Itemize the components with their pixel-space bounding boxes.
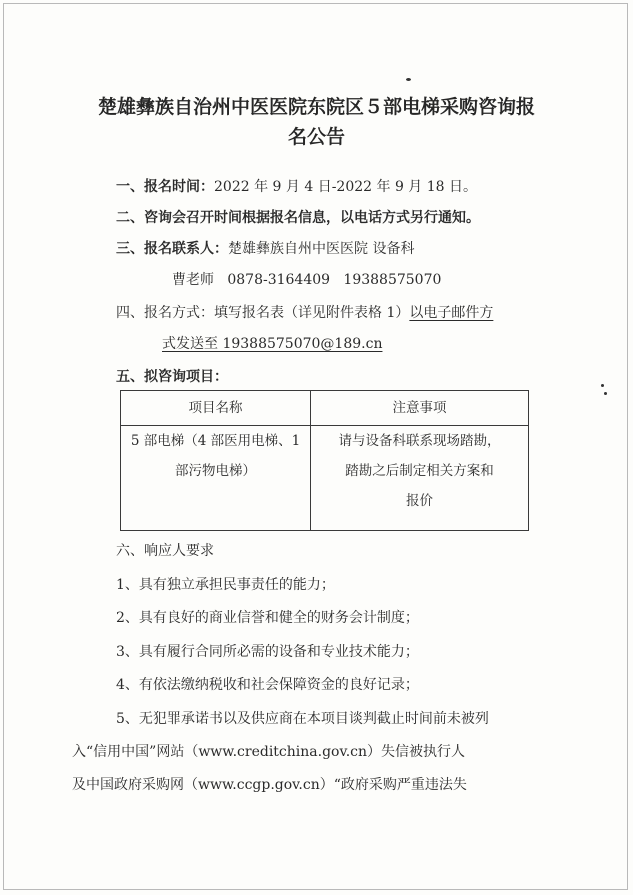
table-row xyxy=(121,426,529,531)
contact-label: 三、报名联系人： xyxy=(116,241,228,257)
requirement-2: 2、具有良好的商业信誉和健全的财务会计制度； xyxy=(116,610,419,626)
header-project-name: 项目名称 xyxy=(121,391,311,426)
item-contact xyxy=(116,238,414,258)
contact-phone-line: 曹老师 0878-3164409 19388575070 xyxy=(172,272,442,288)
requirement-4: 4、有依法缴纳税收和社会保障资金的良好记录； xyxy=(116,677,419,693)
requirement-5-line1: 5、无犯罪承诺书以及供应商在本项目谈判截止时间前未被列 xyxy=(116,711,489,727)
registration-time-label: 一、报名时间： xyxy=(116,179,214,195)
notes-line: 报价 xyxy=(406,493,433,509)
scan-speck xyxy=(406,78,411,81)
item-projects-label: 五、拟咨询项目： xyxy=(116,369,228,385)
project-table xyxy=(120,390,529,531)
email-instruction-part2: 式发送至 19388575070@189.cn xyxy=(162,336,383,352)
document-title-line2: 名公告 xyxy=(287,126,345,148)
item-registration-time xyxy=(116,176,477,196)
requirement-1: 1、具有独立承担民事责任的能力； xyxy=(116,577,335,593)
cell-notes xyxy=(311,426,529,531)
requirement-5-line2: 入“信用中国”网站（www.creditchina.gov.cn）失信被执行人 xyxy=(72,744,466,760)
header-notes: 注意事项 xyxy=(311,391,529,426)
project-name-line: 部污物电梯） xyxy=(175,463,256,479)
email-instruction-part1: 以电子邮件方 xyxy=(409,305,494,321)
notes-line: 踏勘之后制定相关方案和 xyxy=(345,463,494,479)
scan-speck xyxy=(601,384,604,387)
requirement-3: 3、具有履行合同所必需的设备和专业技术能力； xyxy=(116,644,419,660)
item-consultation-notice: 二、咨询会召开时间根据报名信息，以电话方式另行通知。 xyxy=(116,210,480,226)
registration-method-text: 四、报名方式：填写报名表（详见附件表格 1） xyxy=(116,305,410,321)
scan-speck xyxy=(604,392,607,395)
item-registration-method xyxy=(116,302,493,322)
project-name-line: 5 部电梯（4 部医用电梯、1 xyxy=(130,433,301,449)
table-header-row xyxy=(121,391,529,426)
contact-department: 楚雄彝族自州中医医院 设备科 xyxy=(228,241,415,257)
cell-project-name xyxy=(121,426,311,531)
document-title-line1: 楚雄彝族自治州中医医院东院区５部电梯采购咨询报 xyxy=(97,96,535,118)
registration-time-value: 2022 年 9 月 4 日-2022 年 9 月 18 日。 xyxy=(214,179,478,195)
requirement-5-line3: 及中国政府采购网（www.ccgp.gov.cn）“政府采购严重违法失 xyxy=(72,777,467,793)
item-requirements-heading: 六、响应人要求 xyxy=(116,543,214,559)
notes-line: 请与设备科联系现场踏勘， xyxy=(338,433,501,449)
